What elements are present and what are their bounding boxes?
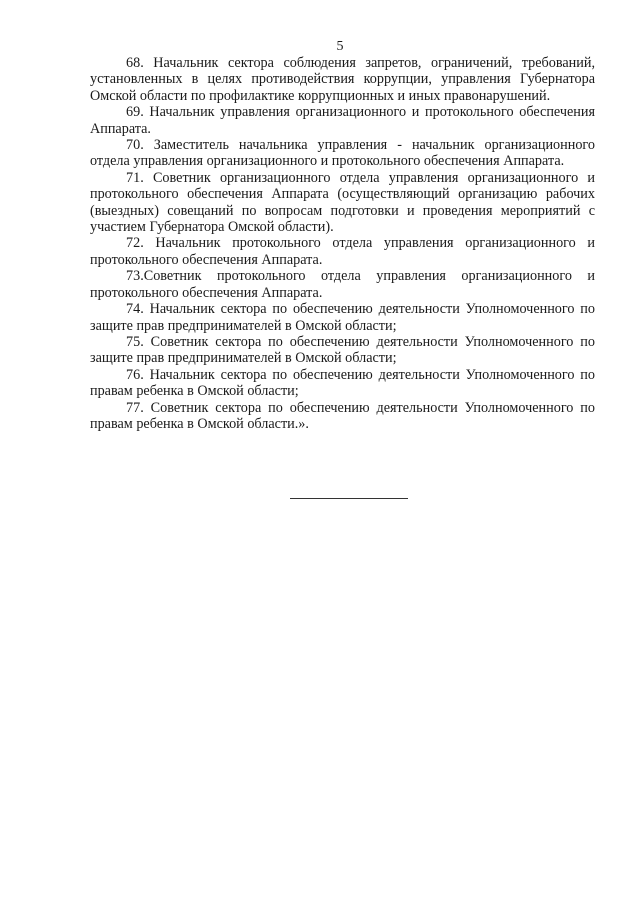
list-item [90, 334, 595, 367]
list-item [90, 400, 595, 433]
list-item [90, 235, 595, 268]
item-text: Начальник сектора по обеспечению деятельности Уполномоченного по правам ребенка в Омской области; [90, 366, 595, 400]
item-text: Начальник протокольного отдела управления организационного и протокольного обеспечения Аппарата. [90, 235, 595, 268]
closing-divider [290, 498, 408, 499]
item-text: Советник сектора по обеспечению деятельности Уполномоченного по правам ребенка в Омской области.». [90, 399, 595, 432]
list-item [90, 170, 595, 236]
list-item [90, 137, 595, 170]
list-item [90, 55, 595, 104]
item-number: 75. [126, 333, 144, 350]
item-number: 74. [126, 301, 144, 318]
item-number: 72. [126, 235, 144, 252]
list-item [90, 268, 595, 301]
item-text: Советник организационного отдела управления организационного и протокольного обеспечения Аппарата (осуществляющий организацию рабочих (выездных) совещаний по вопросам подготовки и проведения мероприятий с участием Губернатора Омской области). [90, 169, 595, 236]
list-item [90, 367, 595, 400]
item-text: Начальник сектора по обеспечению деятельности Уполномоченного по защите прав предпринимателей в Омской области; [90, 301, 595, 334]
item-text: Советник протокольного отдела управления организационного и протокольного обеспечения Аппарата. [90, 268, 595, 301]
list-item [90, 104, 595, 137]
item-number: 77. [126, 399, 144, 416]
item-number: 71. [126, 169, 144, 186]
item-text: Начальник сектора соблюдения запретов, ограничений, требований, установленных в целях противодействия коррупции, управления Губернатора Омской области по профилактике коррупционных и иных правонарушений. [90, 55, 595, 104]
item-number: 68. [126, 55, 144, 71]
item-number: 69. [126, 104, 144, 121]
item-text: Советник сектора по обеспечению деятельности Уполномоченного по защите прав предпринимателей в Омской области; [90, 333, 595, 367]
item-number: 73. [126, 268, 144, 285]
page-number: 5 [336, 39, 344, 54]
item-text: Заместитель начальника управления - начальник организационного отдела управления организационного и протокольного обеспечения Аппарата. [90, 137, 595, 170]
list-item [90, 301, 595, 334]
item-text: Начальник управления организационного и протокольного обеспечения Аппарата. [90, 104, 595, 137]
item-number: 76. [126, 366, 144, 383]
item-number: 70. [126, 137, 144, 154]
document-body [90, 55, 595, 432]
